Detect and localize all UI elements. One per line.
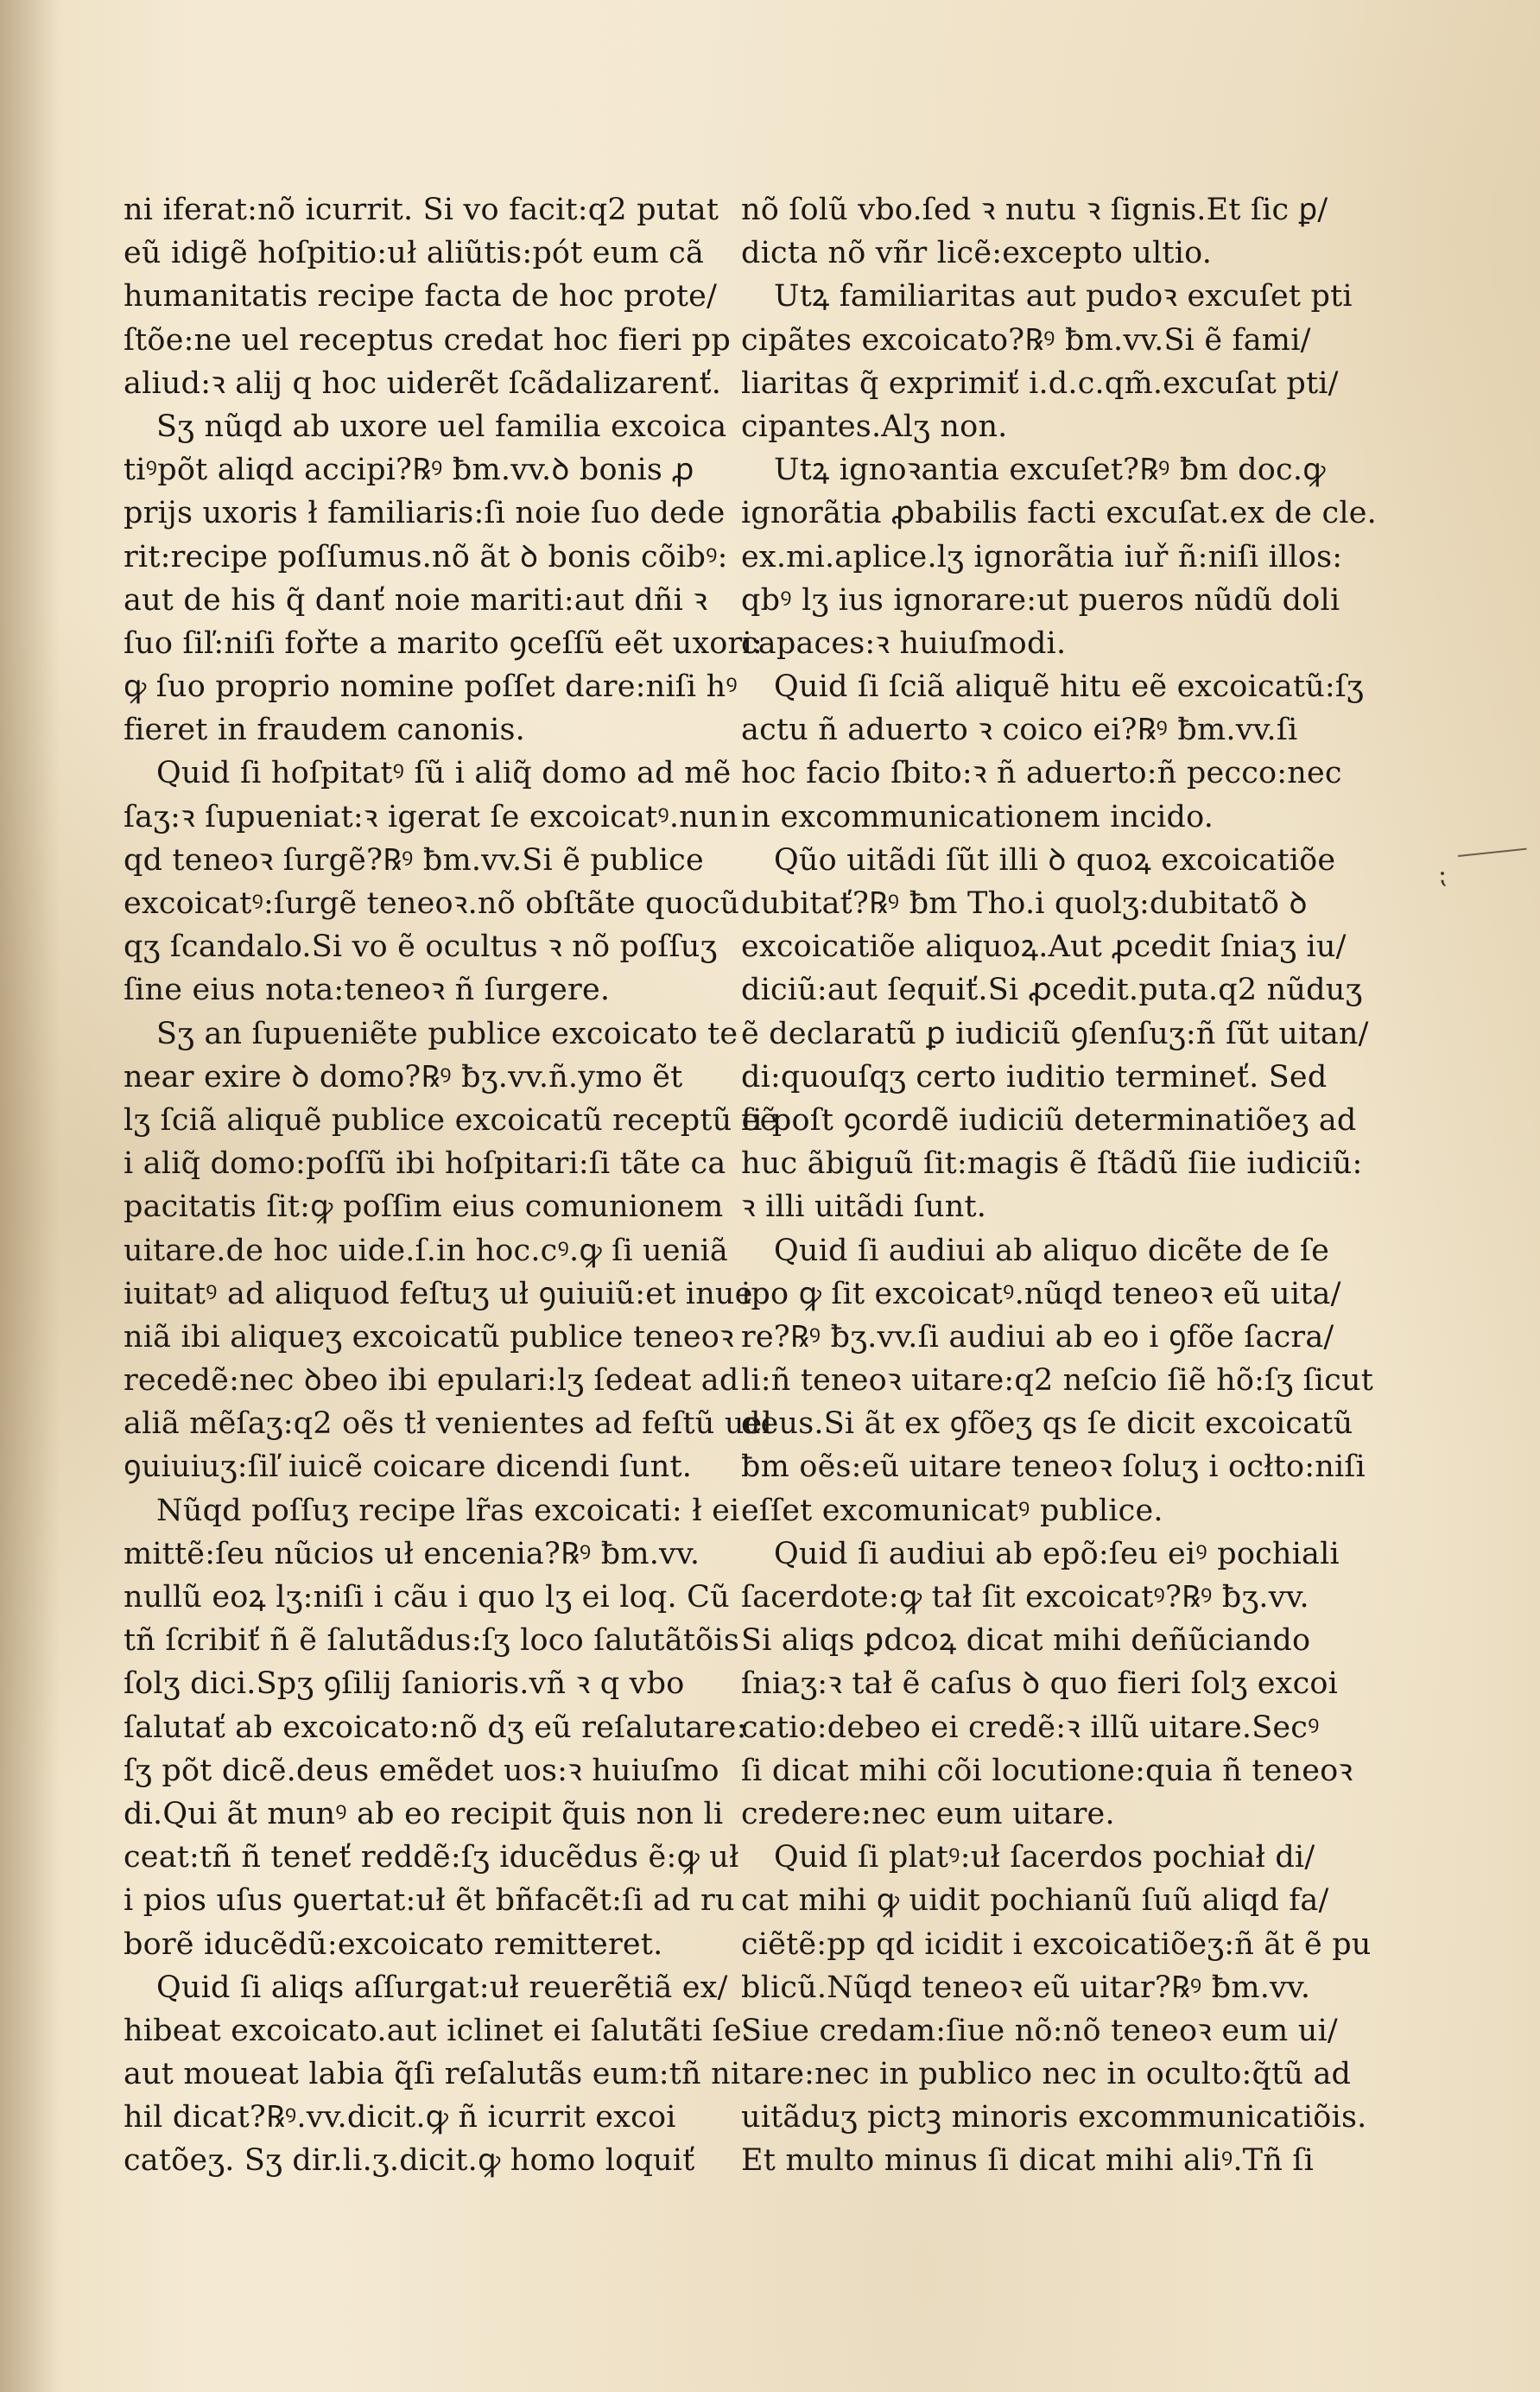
- right-column-line: di:quouſqʒ certo iuditio termineť. Sed: [741, 1059, 1328, 1094]
- right-column-line: catio:debeo ei credẽ:ꝛ illũ uitare.Secꝰ: [741, 1710, 1320, 1745]
- right-column-line: ignorãtia ꝓbabilis facti excuſat.ex de cle.: [741, 496, 1377, 531]
- left-column-line: ſaʒ:ꝛ ſupueniat:ꝛ igerat ſe excoicatꝰ.nun: [124, 799, 738, 834]
- right-column-line: capaces:ꝛ huiuſmodi.: [741, 625, 1067, 661]
- right-column-line: in excommunicationem incido.: [741, 799, 1214, 834]
- right-column-line: cat mihi ꝙ uidit pochianũ ſuũ aliqd fa/: [741, 1883, 1329, 1919]
- right-column-line: qbꝰ lʒ ius ignorare:ut pueros nũdũ doli: [741, 582, 1340, 618]
- left-column-line: i aliq̃ domo:poſſũ ibi hoſpitari:ſi tãte ca: [124, 1146, 726, 1182]
- right-column-line: excoicatiõe aliquoꝝ.Aut ꝓcedit ſniaʒ iu/: [741, 930, 1347, 965]
- left-column-line: humanitatis recipe facta de hoc prote/: [124, 279, 718, 314]
- right-text-column: [741, 188, 1376, 2183]
- right-column-line: deus.Si ãt ex ꝯfõeʒ qs ſe dicit excoicatũ: [741, 1406, 1353, 1442]
- right-column-line: Utꝝ ignoꝛantia excuſet?℞ꝰ ƀm doc.ꝙ: [774, 453, 1326, 488]
- left-column-line: Nũqd poſſuʒ recipe lr̃as excoicati: ł ei: [156, 1493, 740, 1528]
- left-column-line: excoicatꝰ:ſurgẽ teneoꝛ.nõ obſtãte quocũ: [124, 886, 740, 921]
- marginal-mark: ⁏: [1438, 860, 1448, 890]
- left-column-line: ſuo ſiľ:niſi fořte a marito ꝯceſſũ eẽt uxori:: [124, 625, 763, 661]
- left-column-line: aut de his q̃ danť noie mariti:aut dñi ꝛ: [124, 582, 708, 618]
- right-column-line: cipãtes excoicato?℞ꝰ ƀm.vv.Si ẽ fami/: [741, 322, 1311, 358]
- right-column-line: dicta nõ vñr licẽ:excepto ultio.: [741, 236, 1213, 271]
- right-column-line: actu ñ aduerto ꝛ coico ei?℞ꝰ ƀm.vv.ſi: [741, 713, 1298, 748]
- left-column-line: tiꝰpõt aliqd accipi?℞ꝰ ƀm.vv.ꝺ bonis ꝓ: [124, 453, 694, 488]
- left-column-line: near exire ꝺ domo?℞ꝰ ƀʒ.vv.ñ.ymo ẽt: [124, 1059, 683, 1094]
- right-column-line: ꝛ illi uitãdi ſunt.: [741, 1190, 987, 1225]
- right-column-line: ipo ꝙ ſit excoicatꝰ.nũqd teneoꝛ eũ uita/: [741, 1276, 1341, 1311]
- right-column-line: Siue credam:ſiue nõ:nõ teneoꝛ eum ui/: [741, 2013, 1338, 2048]
- right-column-line: Utꝝ familiaritas aut pudoꝛ excuſet pti: [774, 279, 1353, 314]
- right-column-line: Quid ſi platꝰ:uł ſacerdos pochiał di/: [774, 1840, 1315, 1875]
- left-column-line: qʒ ſcandalo.Si vo ẽ ocultus ꝛ nõ poſſuʒ: [124, 930, 718, 965]
- gutter-shadow: [0, 0, 60, 2392]
- left-column-line: tñ ſcribiť ñ ẽ ſalutãdus:ſʒ loco ſalutãtõis: [124, 1623, 739, 1659]
- left-column-line: prijs uxoris ł familiaris:ſi noie ſuo dede: [124, 496, 726, 531]
- left-column-line: eũ idigẽ hoſpitio:uł aliũtis:pót eum cã: [124, 236, 705, 271]
- right-column-line: eſſet excomunicatꝰ publice.: [741, 1493, 1163, 1528]
- left-column-line: Quid ſi aliqs aſſurgat:uł reuerẽtiã ex/: [156, 1970, 728, 2005]
- right-column-line: Si aliqs ꝑdcoꝝ dicat mihi deñũciando: [741, 1623, 1311, 1659]
- left-column-line: borẽ iducẽdũ:excoicato remitteret.: [124, 1926, 663, 1962]
- left-column-line: iuitatꝰ ad aliquod feſtuʒ uł ꝯuiuiũ:et inue: [124, 1276, 753, 1311]
- left-column-line: aliã mẽſaʒ:q2 oẽs tł venientes ad feſtũ uel: [124, 1406, 772, 1442]
- right-column-line: Quid ſi audiui ab aliquo dicẽte de ſe: [774, 1233, 1330, 1268]
- left-column-line: aut moueat labia q̃ſi reſalutãs eum:tñ ni: [124, 2057, 741, 2092]
- right-column-line: dubitať?℞ꝰ ƀm Tho.i quolʒ:dubitatõ ꝺ: [741, 886, 1308, 921]
- left-column-line: qd teneoꝛ ſurgẽ?℞ꝰ ƀm.vv.Si ẽ publice: [124, 842, 704, 878]
- left-column-line: rit:recipe poſſumus.nõ ãt ꝺ bonis cõibꝰ:: [124, 539, 728, 574]
- left-column-line: ſalutať ab excoicato:nõ dʒ eũ reſalutare:: [124, 1710, 747, 1745]
- left-column-line: ſolʒ dici.Spʒ ꝯſilij ſanioris.vñ ꝛ q vbo: [124, 1666, 685, 1702]
- left-column-line: nullũ eoꝝ lʒ:niſi i cãu i quo lʒ ei loq. Cũ: [124, 1580, 730, 1615]
- right-column-line: cipantes.Alʒ non.: [741, 409, 1008, 444]
- left-column-line: niã ibi aliqueʒ excoicatũ publice teneoꝛ: [124, 1319, 734, 1355]
- left-column-line: uitare.de hoc uide.ſ.in hoc.cꝰ.ꝙ ſi ueniã: [124, 1233, 728, 1268]
- right-column-line: nõ ſolũ vbo.ſed ꝛ nutu ꝛ ſignis.Et ſic ꝑ/: [741, 193, 1328, 227]
- right-column-line: blicũ.Nũqd teneoꝛ eũ uitar?℞ꝰ ƀm.vv.: [741, 1970, 1311, 2005]
- right-column-line: ſi poſt ꝯcordẽ iudiciũ determinatiõeʒ ad: [741, 1102, 1357, 1138]
- left-text-column: [124, 188, 778, 2183]
- left-column-line: fieret in fraudem canonis.: [124, 713, 525, 748]
- right-column-line: uitãduʒ pictꝫ minoris excommunicatiõis.: [741, 2100, 1367, 2135]
- right-column-line: hoc facio ſbito:ꝛ ñ aduerto:ñ pecco:nec: [741, 756, 1342, 791]
- left-column-line: ſtõe:ne uel receptus credat hoc fieri pp: [124, 322, 731, 358]
- right-column-line: tare:nec in publico nec in oculto:q̃tũ ad: [741, 2057, 1352, 2092]
- right-column-line: ex.mi.aplice.lʒ ignorãtia iuř ñ:niſi illos:: [741, 539, 1343, 574]
- right-column-line: Quid ſi audiui ab epõ:ſeu eiꝰ pochiali: [774, 1536, 1340, 1571]
- right-column-line: Quid ſi ſciã aliquẽ hitu eẽ excoicatũ:ſʒ: [774, 669, 1364, 705]
- left-column-line: Quid ſi hoſpitatꝰ ſũ i aliq̃ domo ad mẽ: [156, 756, 732, 791]
- left-column-line: hil dicat?℞ꝰ.vv.dicit.ꝙ ñ icurrit excoi: [124, 2100, 676, 2135]
- left-column-line: Sʒ an ſupueniẽte publice excoicato te: [156, 1016, 738, 1051]
- left-column-line: ſʒ põt dicẽ.deus emẽdet uos:ꝛ huiuſmo: [124, 1753, 719, 1788]
- left-column-line: aliud:ꝛ alij q hoc uiderẽt ſcãdalizarenť.: [124, 365, 722, 401]
- right-column-line: ſi dicat mihi cõi locutione:quia ñ teneoꝛ: [741, 1753, 1353, 1788]
- left-column-line: ni iferat:nõ icurrit. Si vo facit:q2 putat: [124, 193, 719, 227]
- right-column-line: li:ñ teneoꝛ uitare:q2 neſcio ſiẽ hõ:ſʒ ſicut: [741, 1363, 1373, 1399]
- right-column-line: ſacerdote:ꝙ tał ſit excoicatꝰ?℞ꝰ ƀʒ.vv.: [741, 1580, 1309, 1615]
- right-column-line: diciũ:aut ſequiť.Si ꝓcedit.puta.q2 nũduʒ: [741, 973, 1363, 1008]
- left-column-line: hibeat excoicato.aut iclinet ei ſalutãti ſe.: [124, 2013, 752, 2048]
- right-column-line: Qũo uitãdi ſũt illi ꝺ quoꝝ excoicatiõe: [774, 842, 1336, 878]
- left-column-line: lʒ ſciã aliquẽ publice excoicatũ receptũ eẽ: [124, 1102, 778, 1138]
- right-column-line: ſniaʒ:ꝛ tał ẽ caſus ꝺ quo fieri ſolʒ excoi: [741, 1666, 1339, 1702]
- marginal-pen-stroke: [1458, 848, 1527, 857]
- left-column-line: ꝯuiuiuʒ:ſiľ iuicẽ coicare dicendi ſunt.: [124, 1450, 693, 1485]
- left-column-line: recedẽ:nec ꝺbeo ibi epulari:lʒ ſedeat ad: [124, 1363, 739, 1399]
- right-column-line: ciẽtẽ:pp qd icidit i excoicatiõeʒ:ñ ãt ẽ pu: [741, 1926, 1372, 1962]
- left-column-line: di.Qui ãt munꝰ ab eo recipit q̃uis non li: [124, 1796, 724, 1831]
- left-column-line: ꝙ ſuo proprio nomine poſſet dare:niſi hꝰ: [124, 669, 738, 705]
- right-column-line: ẽ declaratũ ꝑ iudiciũ ꝯſenſuʒ:ñ ſũt uitan/: [741, 1016, 1369, 1051]
- left-column-line: ceat:tñ ñ teneť reddẽ:ſʒ iducẽdus ẽ:ꝙ uł: [124, 1840, 739, 1875]
- right-column-line: ƀm oẽs:eũ uitare teneoꝛ ſoluʒ i ocłto:niſi: [741, 1450, 1366, 1485]
- left-column-line: i pios uſus ꝯuertat:uł ẽt bñfacẽt:ſi ad ru: [124, 1883, 735, 1919]
- right-column-line: liaritas q̃ exprimiť i.d.c.qm̃.excuſat pti/: [741, 365, 1339, 401]
- right-column-line: re?℞ꝰ ƀʒ.vv.ſi audiui ab eo i ꝯfõe ſacra/: [741, 1319, 1334, 1355]
- right-column-line: Et multo minus ſi dicat mihi aliꝰ.Tñ ſi: [741, 2143, 1314, 2179]
- right-column-line: huc ãbiguũ ſit:magis ẽ ſtãdũ ſiie iudiciũ:: [741, 1146, 1363, 1182]
- left-column-line: mittẽ:ſeu nũcios uł encenia?℞ꝰ ƀm.vv.: [124, 1536, 700, 1571]
- left-column-line: catõeʒ. Sʒ dir.li.ʒ.dicit.ꝙ homo loquiť: [124, 2143, 695, 2179]
- left-column-line: pacitatis ſit:ꝙ poſſim eius comunionem: [124, 1190, 724, 1225]
- left-column-line: ſine eius nota:teneoꝛ ñ ſurgere.: [124, 973, 611, 1008]
- left-column-line: Sʒ nũqd ab uxore uel familia excoica: [156, 409, 727, 444]
- right-column-line: credere:nec eum uitare.: [741, 1796, 1115, 1831]
